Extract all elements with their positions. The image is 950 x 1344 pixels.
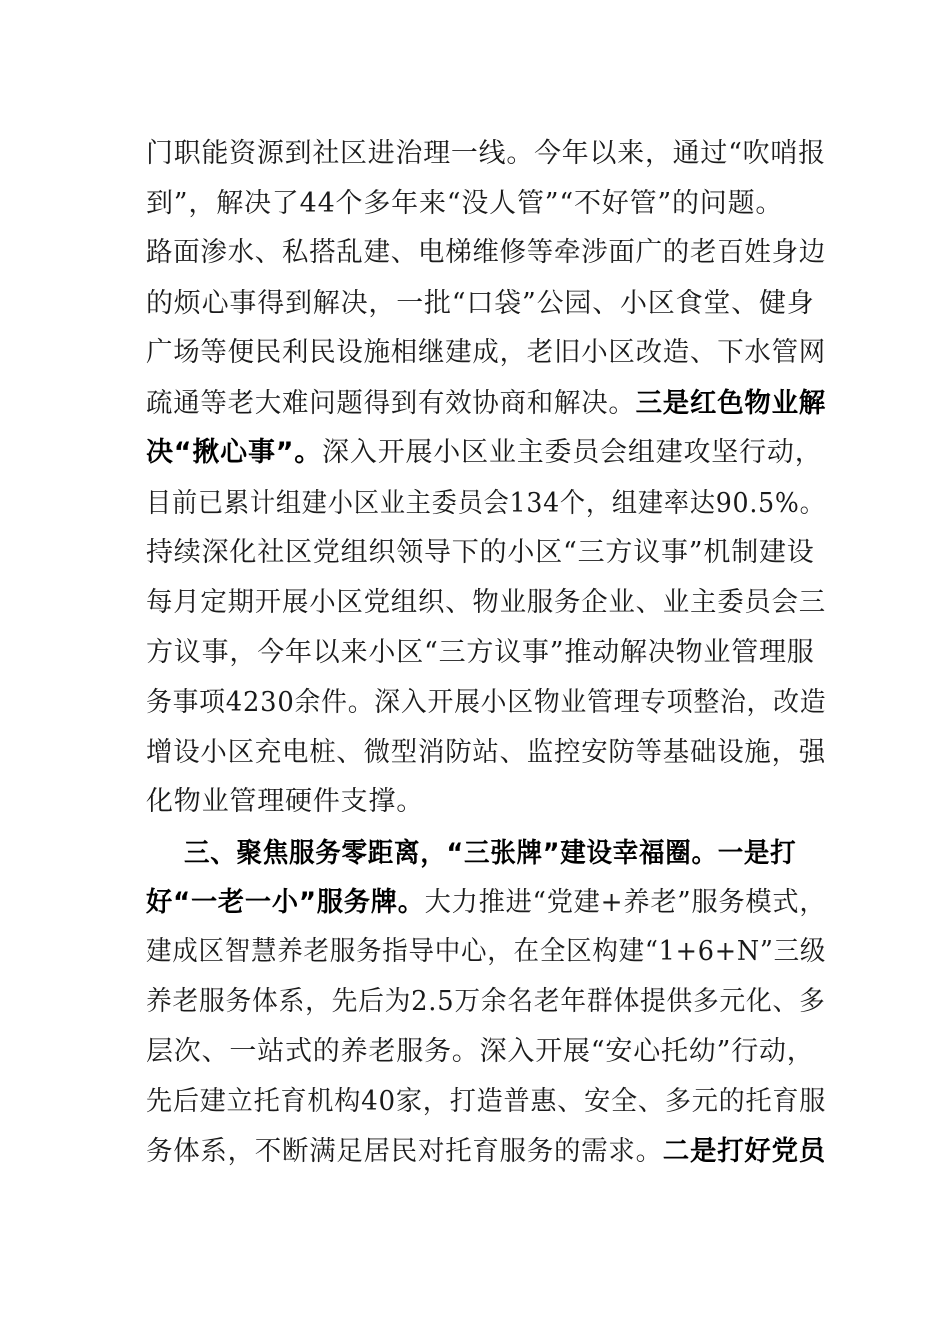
text-line: 建成区智慧养老服务指导中心，在全区构建“1+6+N”三级 (146, 936, 827, 967)
text-line: 路面渗水、私搭乱建、电梯维修等牵涉面广的老百姓身边 (146, 237, 826, 268)
bold-heading: 好“一老一小”服务牌。 (146, 887, 425, 918)
text-line: 层次、一站式的养老服务。深入开展“安心托幼”行动， (146, 1036, 815, 1067)
text-line: 持续深化社区党组织领导下的小区“三方议事”机制建设 (146, 537, 815, 568)
section-heading-line (184, 834, 826, 874)
text-line: 每月定期开展小区党组织、物业服务企业、业主委员会三 (146, 587, 826, 618)
text-line: 务体系，不断满足居民对托育服务的需求。二是打好党员 (146, 1136, 827, 1167)
text-line: 目前已累计组建小区业主委员会134个，组建率达90.5%。 (146, 488, 826, 519)
text-line: 决“揪心事”。深入开展小区业主委员会组建攻坚行动， (146, 437, 823, 468)
text-line: 好“一老一小”服务牌。大力推进“党建+养老”服务模式， (146, 887, 827, 918)
text-line: 增设小区充电桩、微型消防站、监控安防等基础设施，强 (146, 737, 826, 768)
text-line: 方议事，今年以来小区“三方议事”推动解决物业管理服 (146, 637, 815, 668)
text-line: 养老服务体系，先后为2.5万余名老年群体提供多元化、多 (146, 986, 826, 1017)
text-line: 广场等便民利民设施相继建成，老旧小区改造、下水管网 (146, 337, 826, 368)
text-line: 务事项4230余件。深入开展小区物业管理专项整治，改造 (146, 687, 827, 718)
text-line: 的烦心事得到解决，一批“口袋”公园、小区食堂、健身 (146, 288, 815, 319)
bold-heading: 三是红色物业解 (635, 388, 827, 419)
text-line: 先后建立托育机构40家，打造普惠、安全、多元的托育服 (146, 1086, 827, 1117)
text-line: 到”，解决了44个多年来“没人管”“不好管”的问题。 (146, 188, 784, 219)
bold-heading: 三、聚焦服务零距离，“三张牌”建设幸福圈。一是打 (184, 838, 797, 869)
bold-heading: 决“揪心事”。 (146, 437, 323, 468)
text-line: 化物业管理硬件支撑。 (146, 786, 424, 817)
bold-heading: 二是打好党员 (662, 1136, 827, 1167)
text-line: 疏通等老大难问题得到有效协商和解决。三是红色物业解 (146, 388, 827, 419)
text-line: 门职能资源到社区进治理一线。今年以来，通过“吹哨报 (146, 138, 826, 169)
